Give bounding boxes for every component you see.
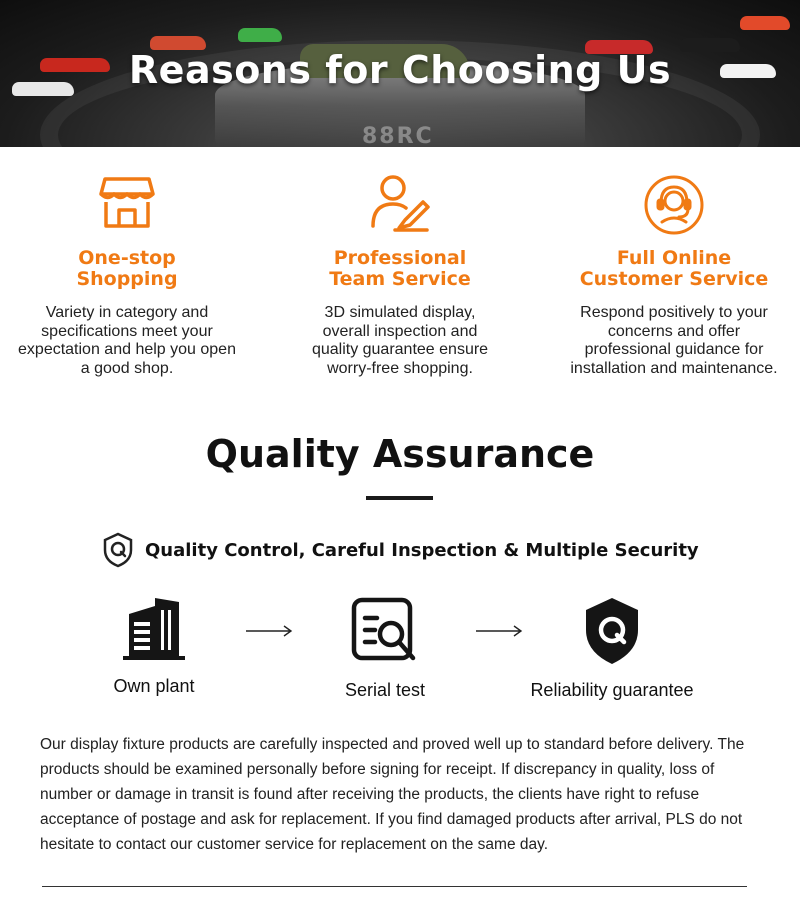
feature-description: Respond positively to your concerns and offer professional guidance for installation and maintenance. bbox=[570, 304, 778, 377]
arrow-right-icon bbox=[246, 623, 294, 639]
brand-watermark: 88RC bbox=[362, 124, 434, 147]
feature-title-line1: Full Online bbox=[616, 247, 732, 269]
banner-title: Reasons for Choosing Us bbox=[128, 48, 672, 92]
step-label: Own plant bbox=[113, 676, 195, 696]
shield-q-icon bbox=[582, 596, 642, 666]
feature-team-service bbox=[285, 170, 515, 378]
feature-one-stop-shopping bbox=[12, 170, 242, 378]
step-own-plant bbox=[69, 596, 239, 697]
section-title: Quality Assurance bbox=[205, 432, 595, 476]
feature-title-line1: One-stop bbox=[78, 247, 176, 269]
tagline-text: Quality Control, Careful Inspection & Multiple Security bbox=[145, 539, 699, 561]
feature-title-line2: Customer Service bbox=[579, 268, 769, 290]
step-label: Serial test bbox=[344, 680, 426, 700]
shop-icon bbox=[92, 170, 162, 240]
feature-title-line1: Professional bbox=[333, 247, 467, 269]
feature-description: 3D simulated display, overall inspection and quality guarantee ensure worry-free shopping. bbox=[311, 304, 489, 377]
inspection-icon bbox=[351, 596, 419, 666]
quality-tagline bbox=[103, 532, 699, 568]
step-reliability bbox=[512, 596, 712, 701]
shield-q-small-icon bbox=[103, 532, 133, 568]
hero-banner bbox=[0, 0, 800, 147]
team-service-icon bbox=[365, 170, 435, 240]
feature-description: Variety in category and specifications meet your expectation and help you open a good shop. bbox=[18, 304, 236, 377]
factory-icon bbox=[121, 596, 187, 662]
step-serial-test bbox=[300, 596, 470, 701]
car-model bbox=[740, 16, 790, 30]
divider bbox=[42, 886, 747, 887]
title-underline bbox=[366, 496, 433, 500]
feature-title-line2: Team Service bbox=[329, 268, 471, 290]
quality-paragraph: Our display fixture products are carefully inspected and proved well up to standard before delivery. The products should be examined personally before signing for receipt. If discrepancy in quality, loss of number or damage in transit is found after receiving the products, the clients have right to refuse acceptance of postage and ask for replacement. If you find damaged products after arrival, PLS do not hesitate to contact our customer service for replacement on the same day. bbox=[40, 736, 745, 853]
feature-title-line2: Shopping bbox=[76, 268, 178, 290]
customer-service-icon bbox=[639, 170, 709, 240]
car-model bbox=[238, 28, 282, 42]
step-label: Reliability guarantee bbox=[530, 680, 694, 700]
feature-customer-service bbox=[559, 170, 789, 378]
